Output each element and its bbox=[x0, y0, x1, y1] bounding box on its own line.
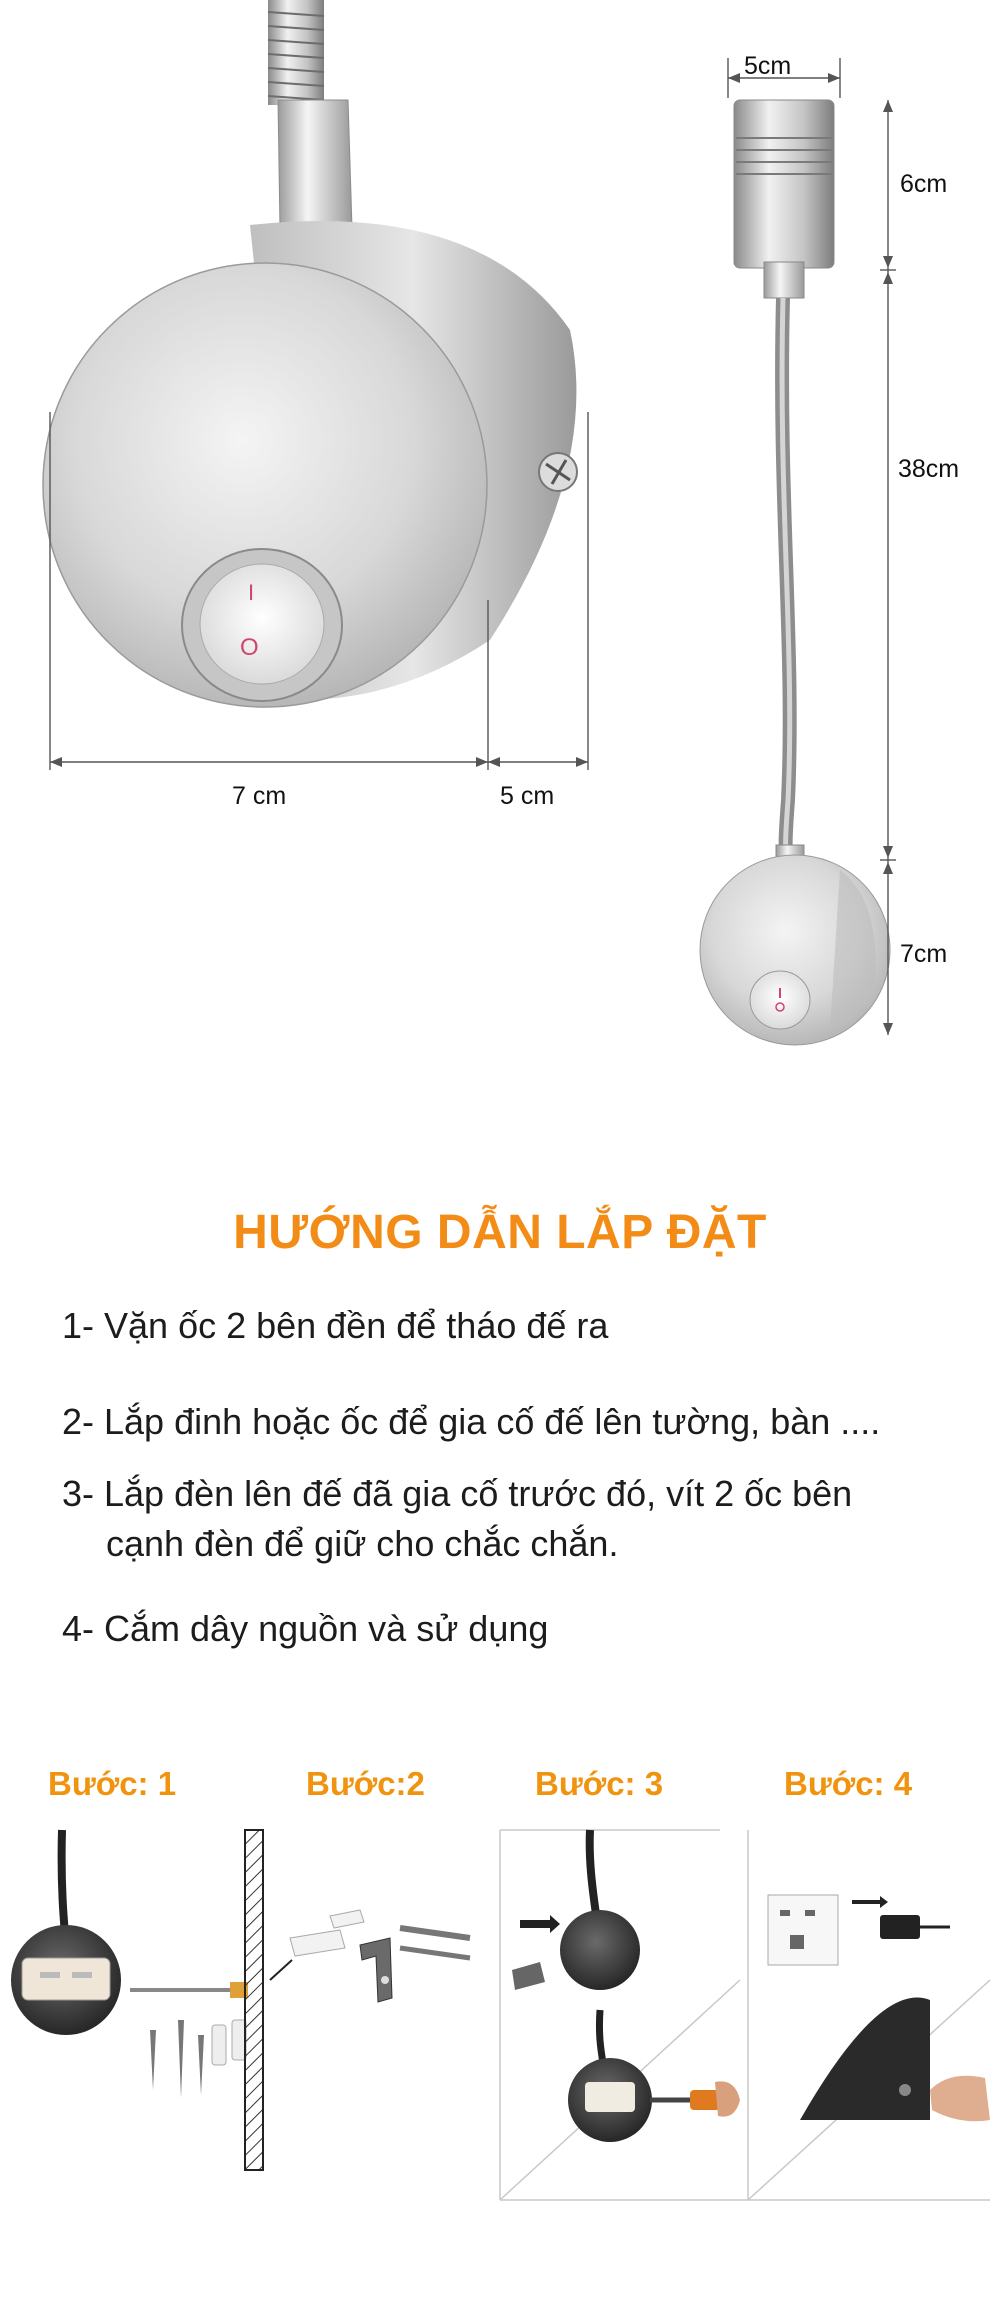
full-lamp-profile bbox=[700, 100, 890, 1045]
product-illustration bbox=[0, 0, 1000, 1100]
step-2-illustration bbox=[290, 1910, 470, 2002]
instruction-step-3: 3- Lắp đèn lên đế đã gia cố trước đó, vít 2 ốc bên bbox=[62, 1473, 853, 1514]
step-1-illustration bbox=[11, 1830, 292, 2170]
dim-top-width: 5cm bbox=[744, 52, 792, 80]
switch-off-mark: O bbox=[240, 634, 259, 661]
instruction-step-3-cont: cạnh đèn để giữ cho chắc chắn. bbox=[106, 1523, 619, 1564]
dim-head-height: 6cm bbox=[900, 170, 948, 198]
step-header-3: Bước: 3 bbox=[535, 1765, 664, 1802]
step-header-1: Bước: 1 bbox=[48, 1765, 177, 1802]
dim-arm-length: 38cm bbox=[898, 455, 960, 483]
instructions-title: HƯỚNG DẪN LẮP ĐẶT bbox=[233, 1206, 767, 1259]
step-illustrations bbox=[0, 1820, 1000, 2220]
dim-base-diameter: 7 cm bbox=[232, 782, 287, 810]
gooseneck-arm bbox=[268, 0, 352, 234]
dim-base-height: 7cm bbox=[900, 940, 948, 968]
rocker-switch bbox=[182, 549, 342, 701]
side-screw-icon bbox=[539, 453, 577, 491]
step-3-illustration bbox=[512, 1830, 740, 2142]
dim-base-depth: 5 cm bbox=[500, 782, 555, 810]
step-header-2: Bước:2 bbox=[306, 1765, 425, 1802]
instruction-step-4: 4- Cắm dây nguồn và sử dụng bbox=[62, 1608, 549, 1649]
step-4-illustration bbox=[768, 1895, 990, 2121]
instruction-step-1: 1- Vặn ốc 2 bên đền để tháo đế ra bbox=[62, 1305, 609, 1346]
step-header-4: Bước: 4 bbox=[784, 1765, 913, 1802]
switch-on-mark: I bbox=[248, 580, 255, 605]
instruction-step-2: 2- Lắp đinh hoặc ốc để gia cố đế lên tường, bàn .... bbox=[62, 1401, 881, 1442]
